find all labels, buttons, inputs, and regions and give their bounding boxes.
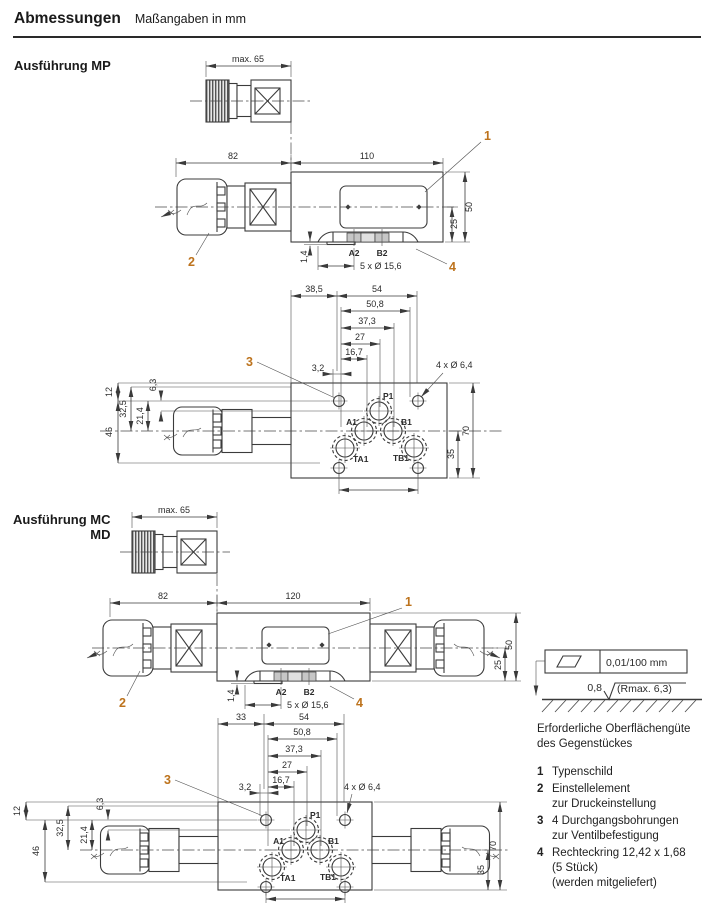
legend-text: (5 Stück) (552, 862, 599, 874)
legend-text: Rechteckring 12,42 x 1,68 (552, 847, 686, 859)
mc-callout-3: 3 (164, 773, 171, 787)
mc-dim-32: 3,2 (238, 782, 252, 792)
mc-dim-35: 35 (476, 864, 486, 876)
legend-num-3: 3 (537, 815, 544, 827)
mc-dim-holes: 4 x Ø 6,4 (344, 782, 381, 792)
mp-port-a1: A1 (346, 417, 357, 427)
mc-connector-view (120, 505, 230, 611)
mp-callout-4: 4 (449, 260, 456, 274)
mc-dim-373: 37,3 (285, 744, 303, 754)
mc-port-p1: P1 (310, 810, 321, 820)
mp-dim-seals: 5 x Ø 15,6 (360, 261, 402, 271)
mp-side-view (155, 129, 491, 274)
mc-port-ta1: TA1 (280, 873, 296, 883)
mc-dim-seals: 5 x Ø 15,6 (287, 700, 329, 710)
mp-dim-167: 16,7 (345, 347, 363, 357)
mc-callout-2: 2 (119, 696, 126, 710)
mc-dim-214: 21,4 (79, 826, 89, 844)
mc-side-view (87, 591, 521, 710)
legend-text: Typenschild (552, 766, 613, 778)
mc-dim-33: 33 (235, 712, 247, 722)
mp-port-ta1: TA1 (353, 454, 369, 464)
mc-callout-4: 4 (356, 696, 363, 710)
mp-dim-50: 50 (464, 201, 474, 213)
surface-finish-caption (537, 722, 690, 752)
mp-port-b1: B1 (401, 417, 412, 427)
hatching (542, 700, 696, 712)
mc-dim-70: 70 (488, 840, 498, 852)
mc-dim-167: 16,7 (272, 775, 290, 785)
mp-dim-110: 110 (359, 151, 375, 161)
legend (537, 765, 709, 893)
mp-dim-46: 46 (104, 426, 114, 438)
mc-callout-1: 1 (405, 595, 412, 609)
mc-port-a1: A1 (273, 836, 284, 846)
flatness-value: 0,01/100 mm (606, 657, 668, 669)
mc-dim-46: 46 (31, 845, 41, 857)
mp-callout-3: 3 (246, 355, 253, 369)
mc-dim-27: 27 (281, 760, 293, 770)
legend-item-2 (537, 782, 709, 812)
mp-dim-82: 82 (227, 151, 239, 161)
mc-dim-max65: max. 65 (157, 505, 191, 515)
mc-port-b1: B1 (328, 836, 339, 846)
mp-connector-view (190, 54, 312, 170)
mc-dim-14: 1,4 (226, 689, 236, 702)
legend-num-2: 2 (537, 783, 544, 795)
legend-text: (werden mitgeliefert) (552, 877, 657, 889)
mp-dim-12: 12 (104, 386, 114, 398)
mc-port-b2: B2 (303, 687, 315, 697)
legend-num-1: 1 (537, 766, 544, 778)
mp-dim-373: 37,3 (358, 316, 376, 326)
mc-dim-120: 120 (285, 591, 301, 601)
section-label-mc-line1: Ausführung MC (13, 512, 111, 527)
legend-text: zur Ventilbefestigung (552, 830, 659, 842)
mc-dim-508: 50,8 (293, 727, 311, 737)
mp-dim-holes: 4 x Ø 6,4 (436, 360, 473, 370)
mc-dim-82: 82 (157, 591, 169, 601)
mp-dim-325: 32,5 (118, 400, 128, 418)
mc-dim-50: 50 (504, 639, 514, 651)
mp-dim-27: 27 (354, 332, 366, 342)
mp-dim-max65: max. 65 (231, 54, 265, 64)
mp-port-tb1: TB1 (392, 453, 409, 463)
mp-bottom-view (100, 284, 503, 494)
mp-port-a2: A2 (348, 248, 360, 258)
mp-dim-385: 38,5 (305, 284, 323, 294)
mp-dim-214: 21,4 (135, 407, 145, 425)
mc-dim-325: 32,5 (55, 819, 65, 837)
flatness-icon (557, 656, 581, 667)
mp-port-b2: B2 (376, 248, 388, 258)
mc-dim-12: 12 (12, 805, 22, 817)
mp-dim-70: 70 (461, 425, 471, 437)
mc-dim-54: 54 (298, 712, 310, 722)
section-label-mp: Ausführung MP (14, 58, 111, 73)
legend-text: zur Druckeinstellung (552, 798, 657, 810)
mc-port-tb1: TB1 (319, 872, 336, 882)
mp-dim-54: 54 (371, 284, 383, 294)
mp-dim-63: 6,3 (148, 378, 158, 392)
mp-dim-508: 50,8 (366, 299, 384, 309)
legend-text: 4 Durchgangsbohrungen (552, 815, 679, 827)
mc-dim-63: 6,3 (95, 797, 105, 811)
surface-caption-line1: Erforderliche Oberflächengüte (537, 723, 691, 735)
legend-item-1 (537, 765, 709, 780)
page-subtitle: Maßangaben in mm (134, 12, 246, 26)
mp-dim-25: 25 (449, 218, 459, 230)
surface-caption-line2: des Gegenstückes (537, 738, 633, 750)
mc-dim-25: 25 (493, 659, 503, 671)
legend-num-4: 4 (537, 847, 544, 859)
legend-text: Einstellelement (552, 783, 630, 795)
mp-dim-14: 1,4 (299, 250, 309, 263)
legend-item-3 (537, 814, 709, 844)
roughness-value: 0,8 (587, 682, 602, 694)
mp-callout-1: 1 (484, 129, 491, 143)
page-title: Abmessungen (14, 10, 121, 27)
mp-dim-32: 3,2 (311, 363, 325, 373)
roughness-max-value: (Rmax. 6,3) (617, 683, 672, 695)
mp-port-p1: P1 (383, 391, 394, 401)
surface-finish-symbol (536, 650, 702, 712)
mp-callout-2: 2 (188, 255, 195, 269)
legend-item-4 (537, 846, 709, 891)
mc-port-a2: A2 (275, 687, 287, 697)
mc-bottom-view (12, 712, 508, 903)
section-label-mc-line2: MD (90, 527, 111, 542)
mp-dim-35: 35 (446, 448, 456, 460)
